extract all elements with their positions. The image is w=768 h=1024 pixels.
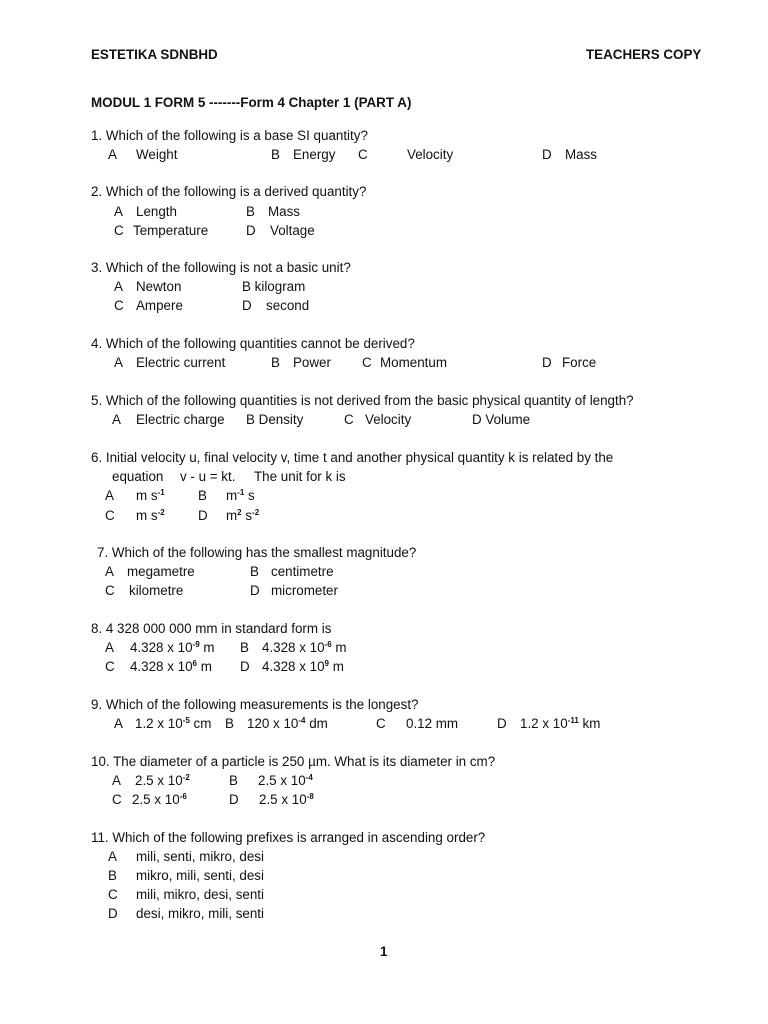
- option-c: m $s^{-2}$: [136, 508, 165, 523]
- option-c-letter: C: [358, 147, 368, 162]
- company-name: ESTETIKA SDNBHD: [91, 47, 218, 62]
- option-b-letter: B: [240, 640, 249, 655]
- option-c-letter: C: [114, 223, 124, 238]
- option-c: Momentum: [380, 355, 447, 370]
- option-d-letter: D: [198, 508, 208, 523]
- option-b-letter: B: [198, 488, 207, 503]
- option-d: $m^2$ $s^{-2}$: [226, 508, 260, 523]
- option-a-letter: A: [108, 147, 117, 162]
- option-c-letter: C: [105, 508, 115, 523]
- equation: v - u = kt.: [180, 469, 236, 484]
- option-b-letter: B: [108, 868, 117, 883]
- page-number: 1: [380, 944, 388, 959]
- page-title: MODUL 1 FORM 5 -------Form 4 Chapter 1 (PART A): [91, 95, 412, 110]
- option-c-letter: C: [105, 583, 115, 598]
- option-a-letter: A: [112, 773, 121, 788]
- option-a-letter: A: [112, 412, 121, 427]
- option-b-letter: B: [246, 204, 255, 219]
- option-b: Mass: [268, 204, 300, 219]
- option-a-letter: A: [114, 355, 123, 370]
- option-c-letter: C: [112, 792, 122, 807]
- option-d: micrometer: [271, 583, 338, 598]
- option-a: Length: [136, 204, 177, 219]
- option-c-letter: C: [108, 887, 118, 902]
- option-d-letter: D: [229, 792, 239, 807]
- option-d: 4.328 x $10^9$ m: [262, 659, 344, 674]
- option-b: mikro, mili, senti, desi: [136, 868, 264, 883]
- question-text: 4. Which of the following quantities cannot be derived?: [91, 336, 415, 351]
- option-b-letter: B: [271, 355, 280, 370]
- option-c-letter: C: [376, 716, 386, 731]
- option-d: Voltage: [270, 223, 315, 238]
- option-a: 2.5 x $10^{-2}$: [135, 773, 190, 788]
- question-text: 6. Initial velocity u, final velocity v, time t and another physical quantity k is related by the: [91, 450, 614, 465]
- option-d: D Volume: [472, 412, 531, 427]
- option-a: Electric current: [136, 355, 226, 370]
- option-c: mili, mikro, desi, senti: [136, 887, 264, 902]
- option-a: Weight: [136, 147, 178, 162]
- question-text: 9. Which of the following measurements is the longest?: [91, 697, 419, 712]
- option-a: 4.328 x $10^{-9}$ m: [130, 640, 215, 655]
- option-c: Ampere: [136, 298, 183, 313]
- question-prompt: The unit for k is: [254, 469, 346, 484]
- option-d-letter: D: [242, 298, 252, 313]
- option-a: 1.2 x $10^{-5}$ cm: [135, 716, 212, 731]
- option-a-letter: A: [114, 204, 123, 219]
- option-d-letter: D: [250, 583, 260, 598]
- option-b: Power: [293, 355, 331, 370]
- option-a-letter: A: [114, 716, 123, 731]
- option-d-letter: D: [108, 906, 118, 921]
- option-a-letter: A: [108, 849, 117, 864]
- option-c: 2.5 x $10^{-6}$: [132, 792, 187, 807]
- option-b: Energy: [293, 147, 336, 162]
- option-b-letter: B: [271, 147, 280, 162]
- option-b: 120 x $10^{-4}$ dm: [247, 716, 328, 731]
- option-d: second: [266, 298, 310, 313]
- option-b: 2.5 x $10^{-4}$: [258, 773, 313, 788]
- option-d: 2.5 x $10^{-8}$: [259, 792, 314, 807]
- option-c-letter: C: [362, 355, 372, 370]
- option-c: Velocity: [407, 147, 454, 162]
- option-c: 4.328 x $10^6$ m: [130, 659, 212, 674]
- option-a-letter: A: [114, 279, 123, 294]
- option-d-letter: D: [497, 716, 507, 731]
- question-text: 5. Which of the following quantities is not derived from the basic physical quantity of length?: [91, 393, 634, 408]
- option-d: Mass: [565, 147, 597, 162]
- option-c: 0.12 mm: [406, 716, 459, 731]
- option-a-letter: A: [105, 488, 114, 503]
- question-text: 11. Which of the following prefixes is arranged in ascending order?: [91, 830, 486, 845]
- option-c: Temperature: [133, 223, 209, 238]
- option-a: Newton: [136, 279, 182, 294]
- option-c-letter: C: [344, 412, 354, 427]
- option-b: B kilogram: [242, 279, 306, 294]
- option-b: centimetre: [271, 564, 334, 579]
- option-b-letter: B: [229, 773, 238, 788]
- question-text: 2. Which of the following is a derived quantity?: [91, 184, 367, 199]
- option-a: mili, senti, mikro, desi: [136, 849, 264, 864]
- question-text: 7. Which of the following has the smallest magnitude?: [97, 545, 417, 560]
- option-c-letter: C: [114, 298, 124, 313]
- option-d-letter: D: [246, 223, 256, 238]
- option-d: 1.2 x $10^{-11}$ km: [520, 716, 601, 731]
- option-b-letter: B: [250, 564, 259, 579]
- copy-label: TEACHERS COPY: [586, 47, 702, 62]
- option-d-letter: D: [542, 355, 552, 370]
- option-b: B Density: [246, 412, 304, 427]
- option-d-letter: D: [542, 147, 552, 162]
- question-text: 8. 4 328 000 000 mm in standard form is: [91, 621, 332, 636]
- option-b: 4.328 x $10^{-6}$ m: [262, 640, 347, 655]
- option-d-letter: D: [240, 659, 250, 674]
- option-a: Electric charge: [136, 412, 225, 427]
- question-text-continued: equation: [112, 469, 164, 484]
- option-d: Force: [562, 355, 597, 370]
- option-b-letter: B: [225, 716, 234, 731]
- option-c: Velocity: [365, 412, 412, 427]
- option-a-letter: A: [105, 564, 114, 579]
- option-b: $m^{-1}$ s: [226, 488, 255, 503]
- option-c: kilometre: [129, 583, 184, 598]
- option-a-letter: A: [105, 640, 114, 655]
- option-c-letter: C: [105, 659, 115, 674]
- question-text: 10. The diameter of a particle is 250 µm. What is its diameter in cm?: [91, 754, 496, 769]
- option-d: desi, mikro, mili, senti: [136, 906, 264, 921]
- option-a: megametre: [127, 564, 195, 579]
- option-a: m $s^{-1}$: [136, 488, 165, 503]
- question-text: 3. Which of the following is not a basic unit?: [91, 260, 351, 275]
- question-text: 1. Which of the following is a base SI quantity?: [91, 128, 368, 143]
